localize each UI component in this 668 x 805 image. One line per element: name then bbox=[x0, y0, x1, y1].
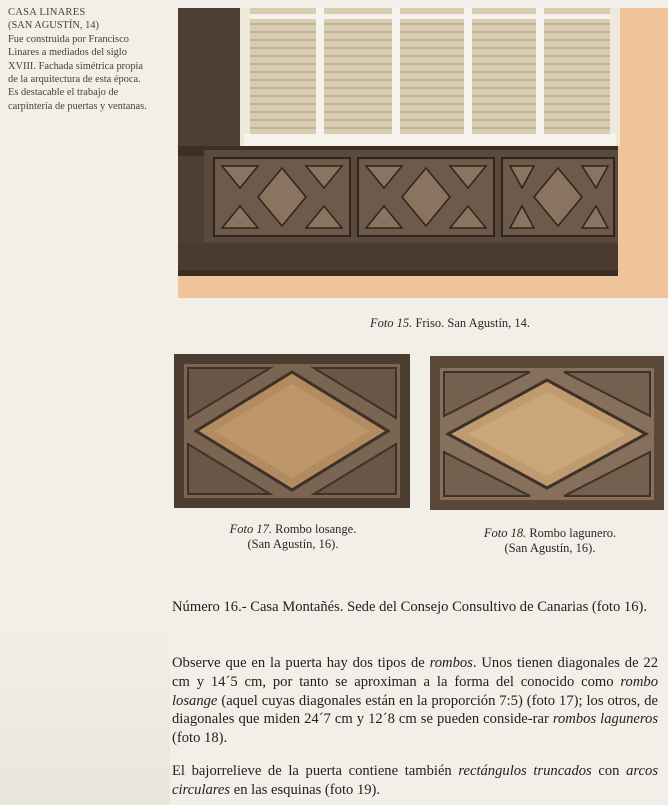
photo-rombo-lagunero bbox=[430, 356, 664, 510]
photo-17-text: Rombo losange. bbox=[271, 522, 357, 536]
photo-17-label: Foto 17. bbox=[229, 522, 272, 536]
photo-15-label: Foto 15. bbox=[369, 316, 413, 330]
caption-title: CASA LINARES bbox=[8, 7, 86, 18]
caption-line: XVIII. Fachada simétrica propia bbox=[8, 60, 144, 72]
term-arcos-circulares: arcos circulares bbox=[172, 763, 658, 798]
photo-17-location: (San Agustín, 16). bbox=[247, 537, 339, 551]
text-run: (aquel cuyas diagonales están en la proporción 7:5) (foto 17); los otros, de diagonales que miden 24´7 cm y 12´8 cm se pueden conside-rar bbox=[172, 692, 658, 728]
side-caption bbox=[8, 6, 178, 113]
rombo-lagunero-illustration bbox=[430, 356, 664, 510]
caption-line: Fue construida por Francisco bbox=[8, 33, 129, 45]
term-rectangulos-truncados: rectángulos truncados bbox=[458, 763, 592, 779]
photo-18-location: (San Agustín, 16). bbox=[504, 541, 596, 555]
text-run: en las esquinas (foto 19). bbox=[230, 781, 381, 798]
photo-15-text: Friso. San Agustín, 14. bbox=[412, 316, 531, 330]
bleed-through-shading bbox=[0, 620, 170, 805]
caption-line: Es destacable el trabajo de bbox=[8, 87, 119, 99]
caption-line: carpintería de puertas y ventanas. bbox=[8, 100, 147, 112]
caption-line: de la arquitectura de esta época. bbox=[8, 74, 141, 86]
paragraph-casa-montanes: Número 16.- Casa Montañés. Sede del Consejo Consultivo de Canarias (foto 16). bbox=[172, 599, 648, 615]
term-rombo-losange: rombo losange bbox=[172, 673, 658, 709]
caption-photo-18 bbox=[440, 526, 660, 556]
photo-18-text: Rombo lagunero. bbox=[526, 526, 617, 540]
caption-line: Linares a mediados del siglo bbox=[8, 47, 127, 59]
text-run: Observe que en la puerta hay dos tipos de bbox=[172, 655, 430, 671]
term-rombos-laguneros: rombos laguneros bbox=[552, 711, 659, 728]
paragraph-rombos bbox=[172, 654, 658, 748]
caption-location: (SAN AGUSTÍN, 14) bbox=[8, 20, 99, 32]
frieze-illustration bbox=[178, 8, 668, 298]
caption-photo-15 bbox=[260, 316, 640, 331]
photo-18-label: Foto 18. bbox=[483, 526, 527, 540]
caption-photo-17 bbox=[188, 522, 398, 552]
paragraph-bajorrelieve bbox=[172, 762, 658, 800]
photo-rombo-losange bbox=[174, 354, 410, 508]
rombo-losange-illustration bbox=[174, 354, 410, 508]
text-run: . Unos tienen diagonales de 22 cm y 14´5 cm, por tanto se aproximan a la forma del conocido como bbox=[172, 655, 658, 690]
text-run: El bajorrelieve de la puerta contiene también bbox=[172, 763, 459, 779]
text-run: (foto 18). bbox=[172, 730, 228, 747]
photo-frieze bbox=[178, 8, 668, 298]
term-rombos: rombos bbox=[429, 655, 473, 671]
text-run: con bbox=[591, 763, 627, 779]
